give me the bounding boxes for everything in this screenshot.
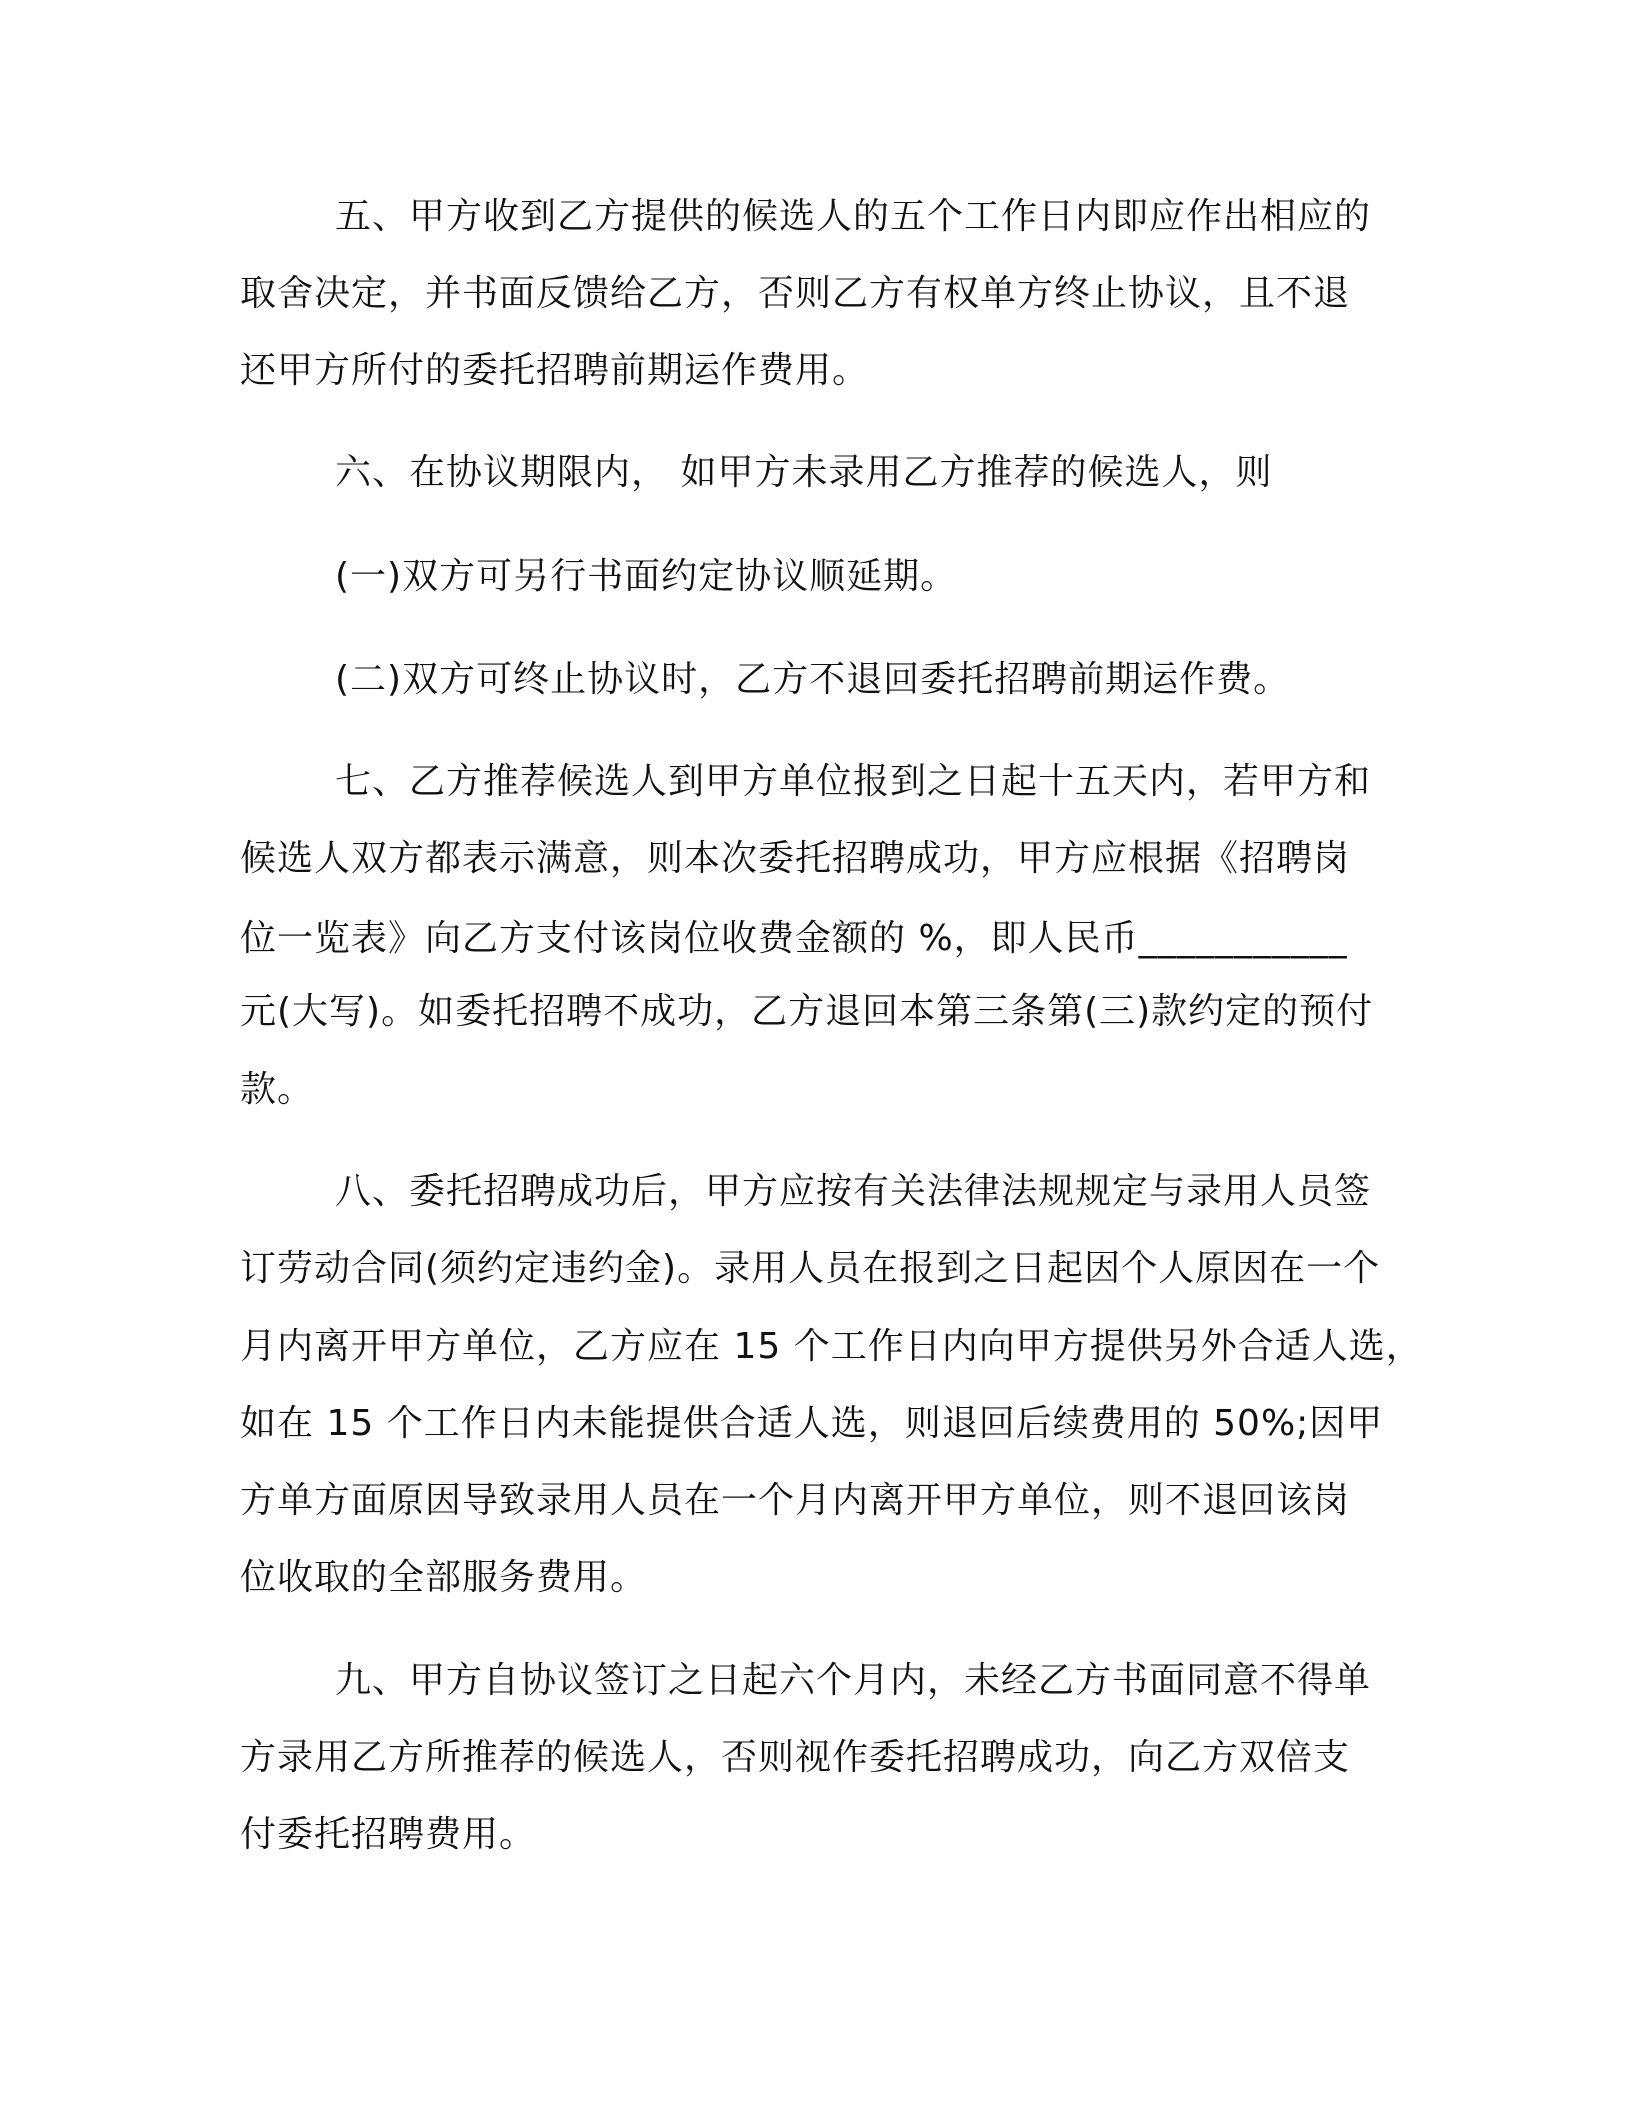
- text-line: 候选人双方都表示满意，则本次委托招聘成功，甲方应根据《招聘岗: [240, 838, 1351, 879]
- text-line: 取舍决定，并书面反馈给乙方，否则乙方有权单方终止协议，且不退: [240, 273, 1351, 314]
- text-line: 方单方面原因导致录用人员在一个月内离开甲方单位，则不退回该岗: [240, 1480, 1351, 1521]
- text-line: (一)双方可另行书面约定协议顺延期。: [335, 556, 958, 597]
- text-line: 月内离开甲方单位，乙方应在 15 个工作日内向甲方提供另外合适人选，: [240, 1326, 1423, 1367]
- text-line: 方录用乙方所推荐的候选人，否则视作委托招聘成功，向乙方双倍支: [240, 1737, 1351, 1778]
- text-line: (二)双方可终止协议时，乙方不退回委托招聘前期运作费。: [335, 659, 1291, 700]
- text-line: 元(大写)。如委托招聘不成功，乙方退回本第三条第(三)款约定的预付: [240, 991, 1374, 1032]
- text-line: 九、甲方自协议签订之日起六个月内，未经乙方书面同意不得单: [335, 1660, 1372, 1701]
- text-line: 还甲方所付的委托招聘前期运作费用。: [240, 350, 870, 391]
- text-line: 如在 15 个工作日内未能提供合适人选，则退回后续费用的 50%;因甲: [240, 1403, 1384, 1444]
- text-line: 付委托招聘费用。: [240, 1814, 537, 1855]
- text-line: 订劳动合同(须约定违约金)。录用人员在报到之日起因个人原因在一个: [240, 1248, 1381, 1289]
- text-line: 款。: [240, 1069, 315, 1110]
- text-line: 六、在协议期限内， 如甲方未录用乙方推荐的候选人，则: [335, 452, 1273, 493]
- text-line: 八、委托招聘成功后，甲方应按有关法律法规规定与录用人员签: [335, 1171, 1372, 1212]
- text-line: 七、乙方推荐候选人到甲方单位报到之日起十五天内，若甲方和: [335, 761, 1372, 802]
- text-line: 位收取的全部服务费用。: [240, 1557, 648, 1598]
- text-line: 位一览表》向乙方支付该岗位收费金额的 %，即人民币___________: [240, 918, 1348, 959]
- text-line: 五、甲方收到乙方提供的候选人的五个工作日内即应作出相应的: [335, 196, 1372, 237]
